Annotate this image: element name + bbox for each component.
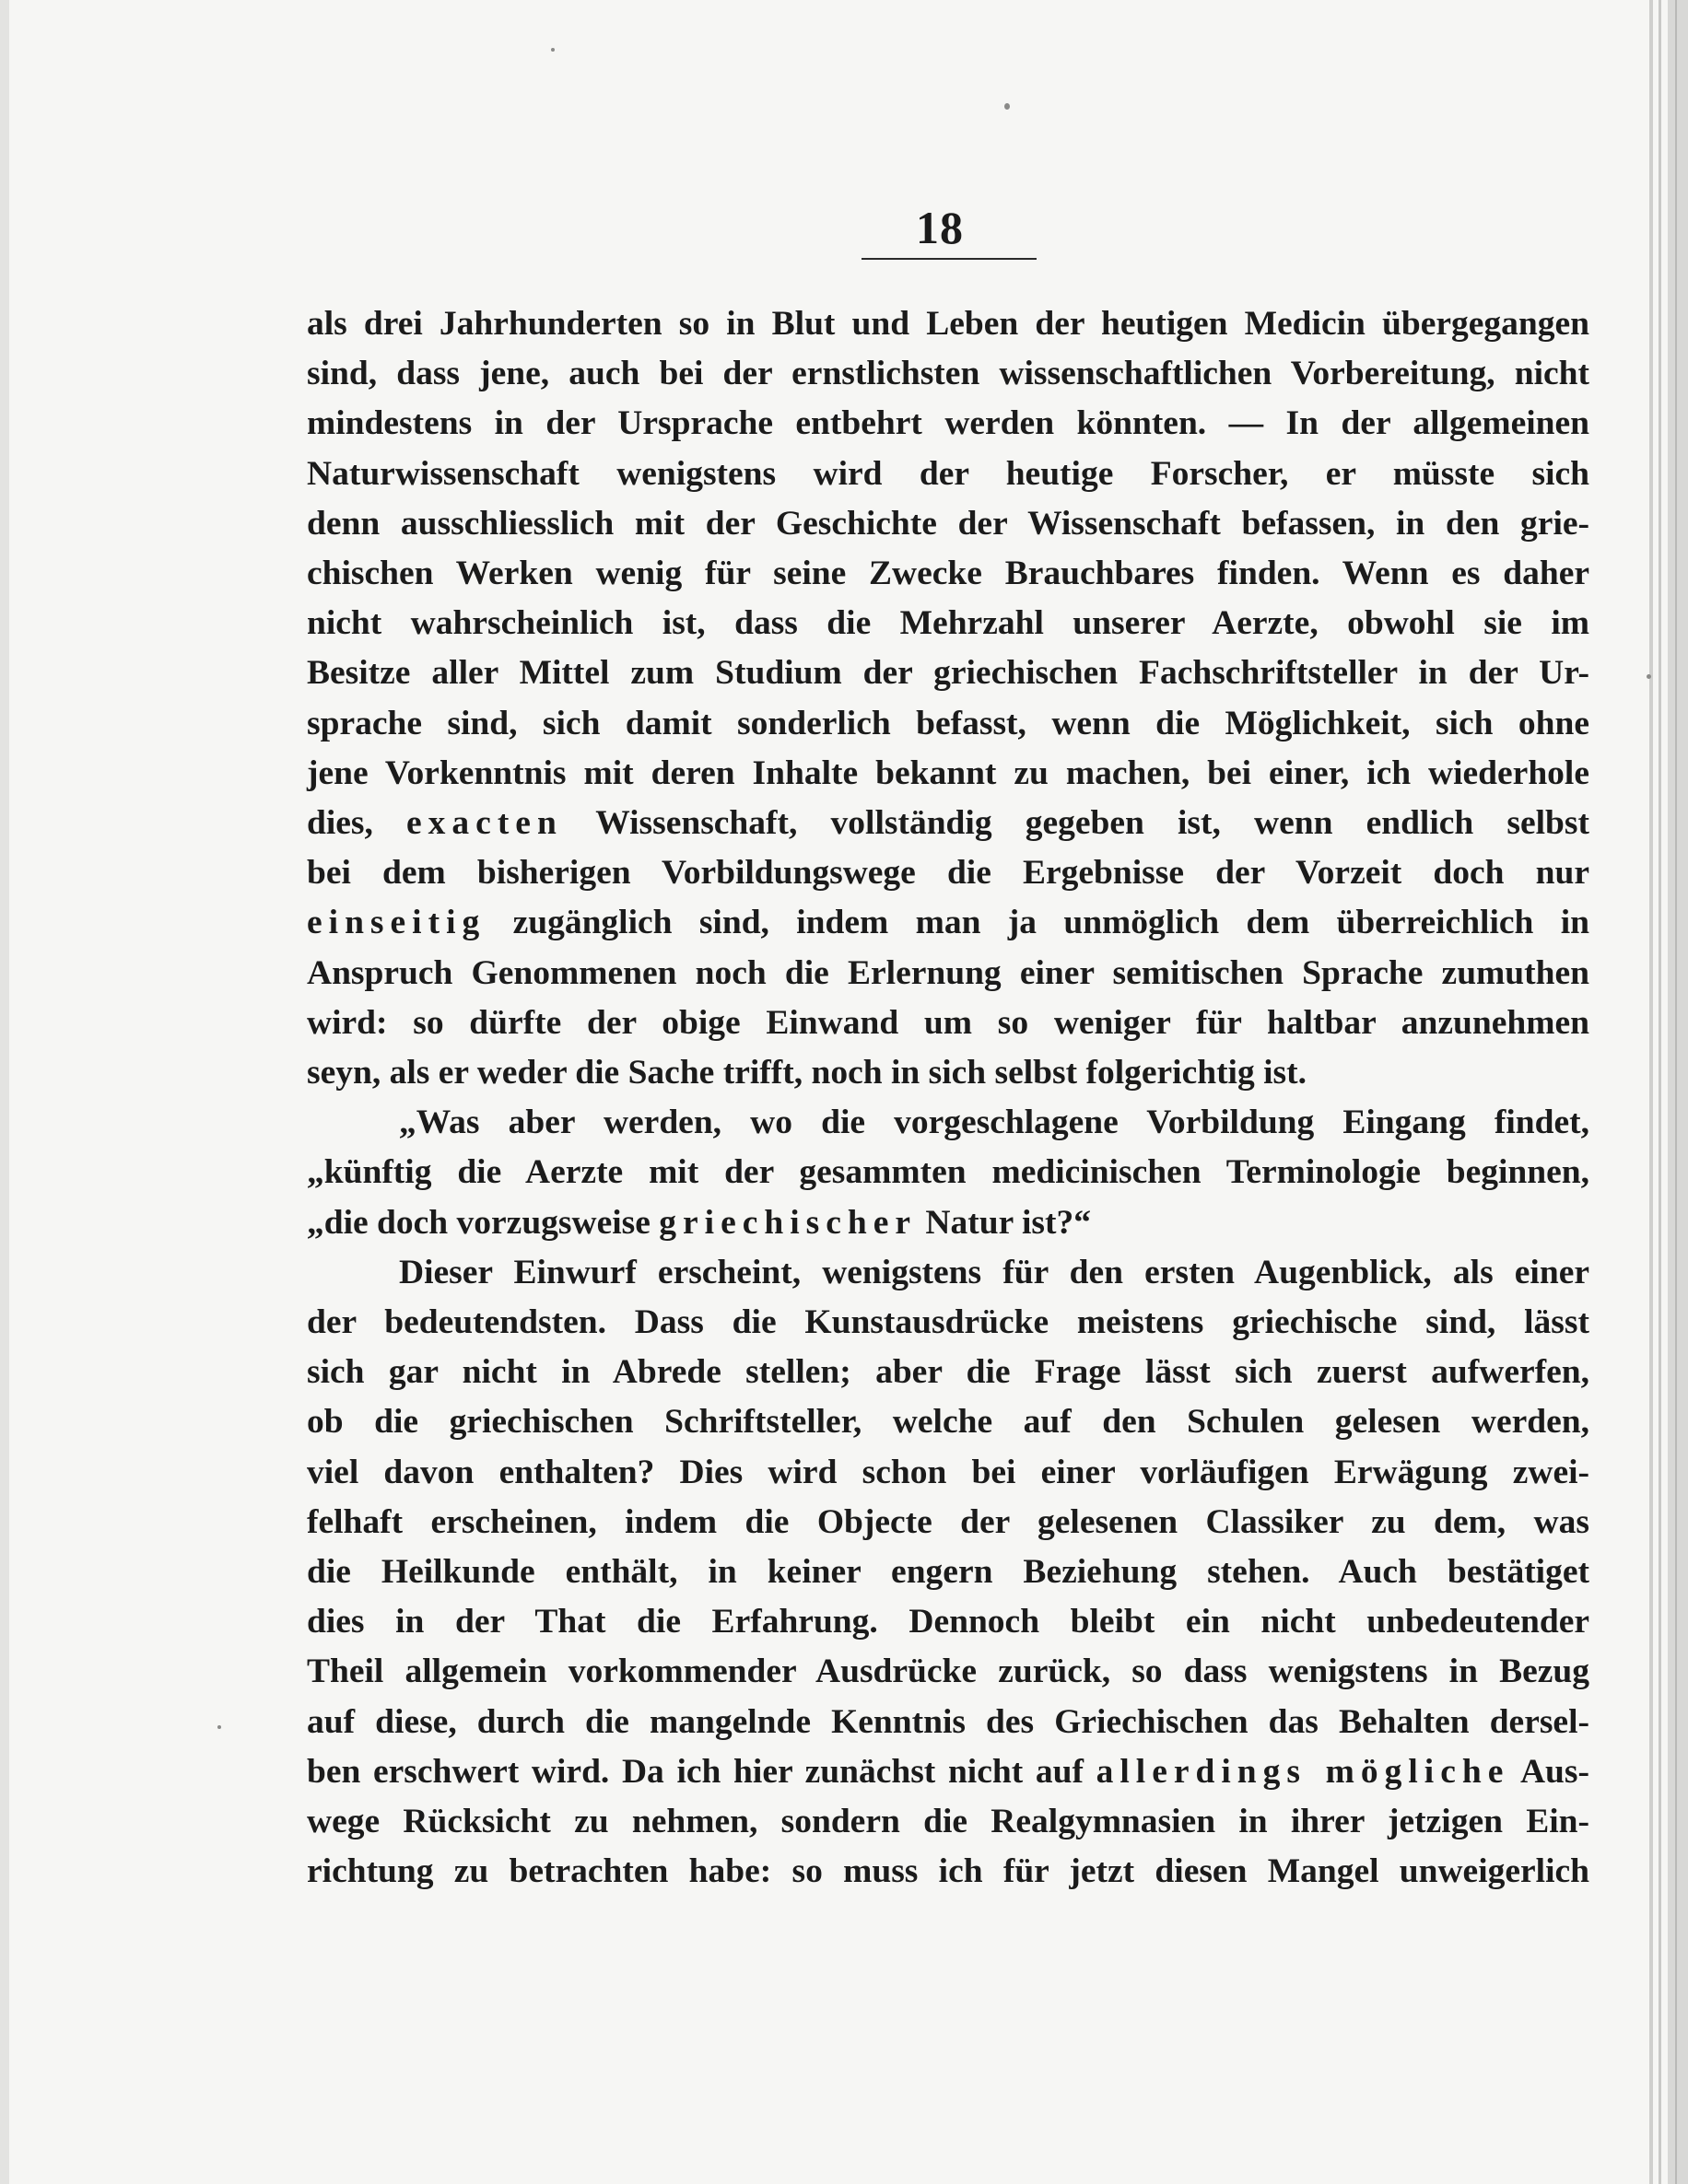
page-edge bbox=[1675, 0, 1677, 2184]
text-line: Theil allgemein vorkommender Ausdrücke zurück, so dass wenigstens in Bezug bbox=[307, 1653, 1589, 1691]
text-line: Besitze aller Mittel zum Studium der griechischen Fachschriftsteller in der Ur- bbox=[307, 654, 1589, 693]
text-line: dies in der That die Erfahrung. Dennoch bleibt ein nicht unbedeutender bbox=[307, 1603, 1589, 1641]
body-text bbox=[307, 299, 1589, 1898]
text-line: die Heilkunde enthält, in keiner engern Beziehung stehen. Auch bestätiget bbox=[307, 1553, 1589, 1592]
line-segment: dies, bbox=[307, 804, 407, 843]
line-segment: zugänglich sind, indem man ja unmöglich dem überreichlich in bbox=[486, 904, 1589, 942]
line-segment: „die doch vorzugsweise bbox=[307, 1203, 660, 1242]
text-line bbox=[307, 799, 1589, 848]
emphasized-spaced-text: griechischer bbox=[659, 1203, 918, 1242]
text-line: als drei Jahrhunderten so in Blut und Leben der heutigen Medicin übergegangen bbox=[307, 305, 1589, 343]
text-line: „künftig die Aerzte mit der gesammten medicinischen Terminologie beginnen, bbox=[307, 1153, 1589, 1192]
text-line: sich gar nicht in Abrede stellen; aber die Frage lässt sich zuerst aufwerfen, bbox=[307, 1353, 1589, 1392]
header-rule bbox=[862, 258, 1037, 260]
page-number: 18 bbox=[916, 202, 964, 253]
paper-speck bbox=[1004, 103, 1010, 110]
line-segment: ben erschwert wird. Da ich hier zunächst nicht auf bbox=[307, 1752, 1096, 1791]
line-segment: Natur ist?“ bbox=[917, 1203, 1091, 1242]
emphasized-spaced-text: exacten bbox=[406, 804, 563, 843]
text-line: nicht wahrscheinlich ist, dass die Mehrzahl unserer Aerzte, obwohl sie im bbox=[307, 604, 1589, 643]
text-line bbox=[307, 1198, 1589, 1248]
text-line: wird: so dürfte der obige Einwand um so weniger für haltbar anzunehmen bbox=[307, 1003, 1589, 1042]
line-segment: Aus- bbox=[1509, 1752, 1589, 1791]
text-line: seyn, als er weder die Sache trifft, noch in sich selbst folgerichtig ist. bbox=[307, 1054, 1307, 1092]
text-line: mindestens in der Ursprache entbehrt werden könnten. — In der allgemeinen bbox=[307, 404, 1589, 443]
text-line: ob die griechischen Schriftsteller, welche auf den Schulen gelesen werden, bbox=[307, 1403, 1589, 1442]
binding-shadow bbox=[0, 0, 9, 2184]
line-segment: Wissenschaft, vollständig gegeben ist, wenn endlich selbst bbox=[562, 804, 1589, 843]
text-line: jene Vorkenntnis mit deren Inhalte bekannt zu machen, bei einer, ich wiederhole bbox=[307, 753, 1589, 792]
text-line: Dieser Einwurf erscheint, wenigstens für den ersten Augenblick, als einer bbox=[399, 1253, 1589, 1291]
text-line: felhaft erscheinen, indem die Objecte der gelesenen Classiker zu dem, was bbox=[307, 1502, 1589, 1541]
text-line: chischen Werken wenig für seine Zwecke Brauchbares finden. Wenn es daher bbox=[307, 555, 1589, 593]
emphasized-spaced-text: allerdings mögliche bbox=[1096, 1752, 1510, 1791]
text-line: denn ausschliesslich mit der Geschichte der Wissenschaft befassen, in den grie- bbox=[307, 504, 1589, 543]
text-line: wege Rücksicht zu nehmen, sondern die Realgymnasien in ihrer jetzigen Ein- bbox=[307, 1803, 1589, 1841]
text-line: Naturwissenschaft wenigstens wird der heutige Forscher, er müsste sich bbox=[307, 454, 1589, 493]
text-line: „Was aber werden, wo die vorgeschlagene Vorbildung Eingang findet, bbox=[399, 1104, 1589, 1142]
text-line: Anspruch Genommenen noch die Erlernung einer semitischen Sprache zumuthen bbox=[307, 953, 1589, 992]
text-line: viel davon enthalten? Dies wird schon bei einer vorläufigen Erwägung zwei- bbox=[307, 1453, 1589, 1491]
paper-speck bbox=[551, 48, 555, 52]
text-line: der bedeutendsten. Dass die Kunstausdrücke meistens griechische sind, lässt bbox=[307, 1303, 1589, 1342]
paper-speck bbox=[217, 1725, 221, 1729]
page-edge bbox=[1649, 0, 1653, 2184]
text-line: bei dem bisherigen Vorbildungswege die Ergebnisse der Vorzeit doch nur bbox=[307, 854, 1589, 893]
text-line: auf diese, durch die mangelnde Kenntnis des Griechischen das Behalten dersel- bbox=[307, 1702, 1589, 1741]
text-line: sprache sind, sich damit sonderlich befasst, wenn die Möglichkeit, sich ohne bbox=[307, 704, 1589, 742]
emphasized-spaced-text: einseitig bbox=[307, 904, 486, 942]
page-edge bbox=[1668, 0, 1688, 2184]
text-line bbox=[307, 1747, 1589, 1797]
paper-speck bbox=[1647, 674, 1651, 679]
page-edge bbox=[1659, 0, 1661, 2184]
text-line bbox=[307, 898, 1589, 948]
text-line: richtung zu betrachten habe: so muss ich für jetzt diesen Mangel unweigerlich bbox=[307, 1852, 1589, 1891]
text-line: sind, dass jene, auch bei der ernstlichsten wissenschaftlichen Vorbereitung, nicht bbox=[307, 355, 1589, 393]
